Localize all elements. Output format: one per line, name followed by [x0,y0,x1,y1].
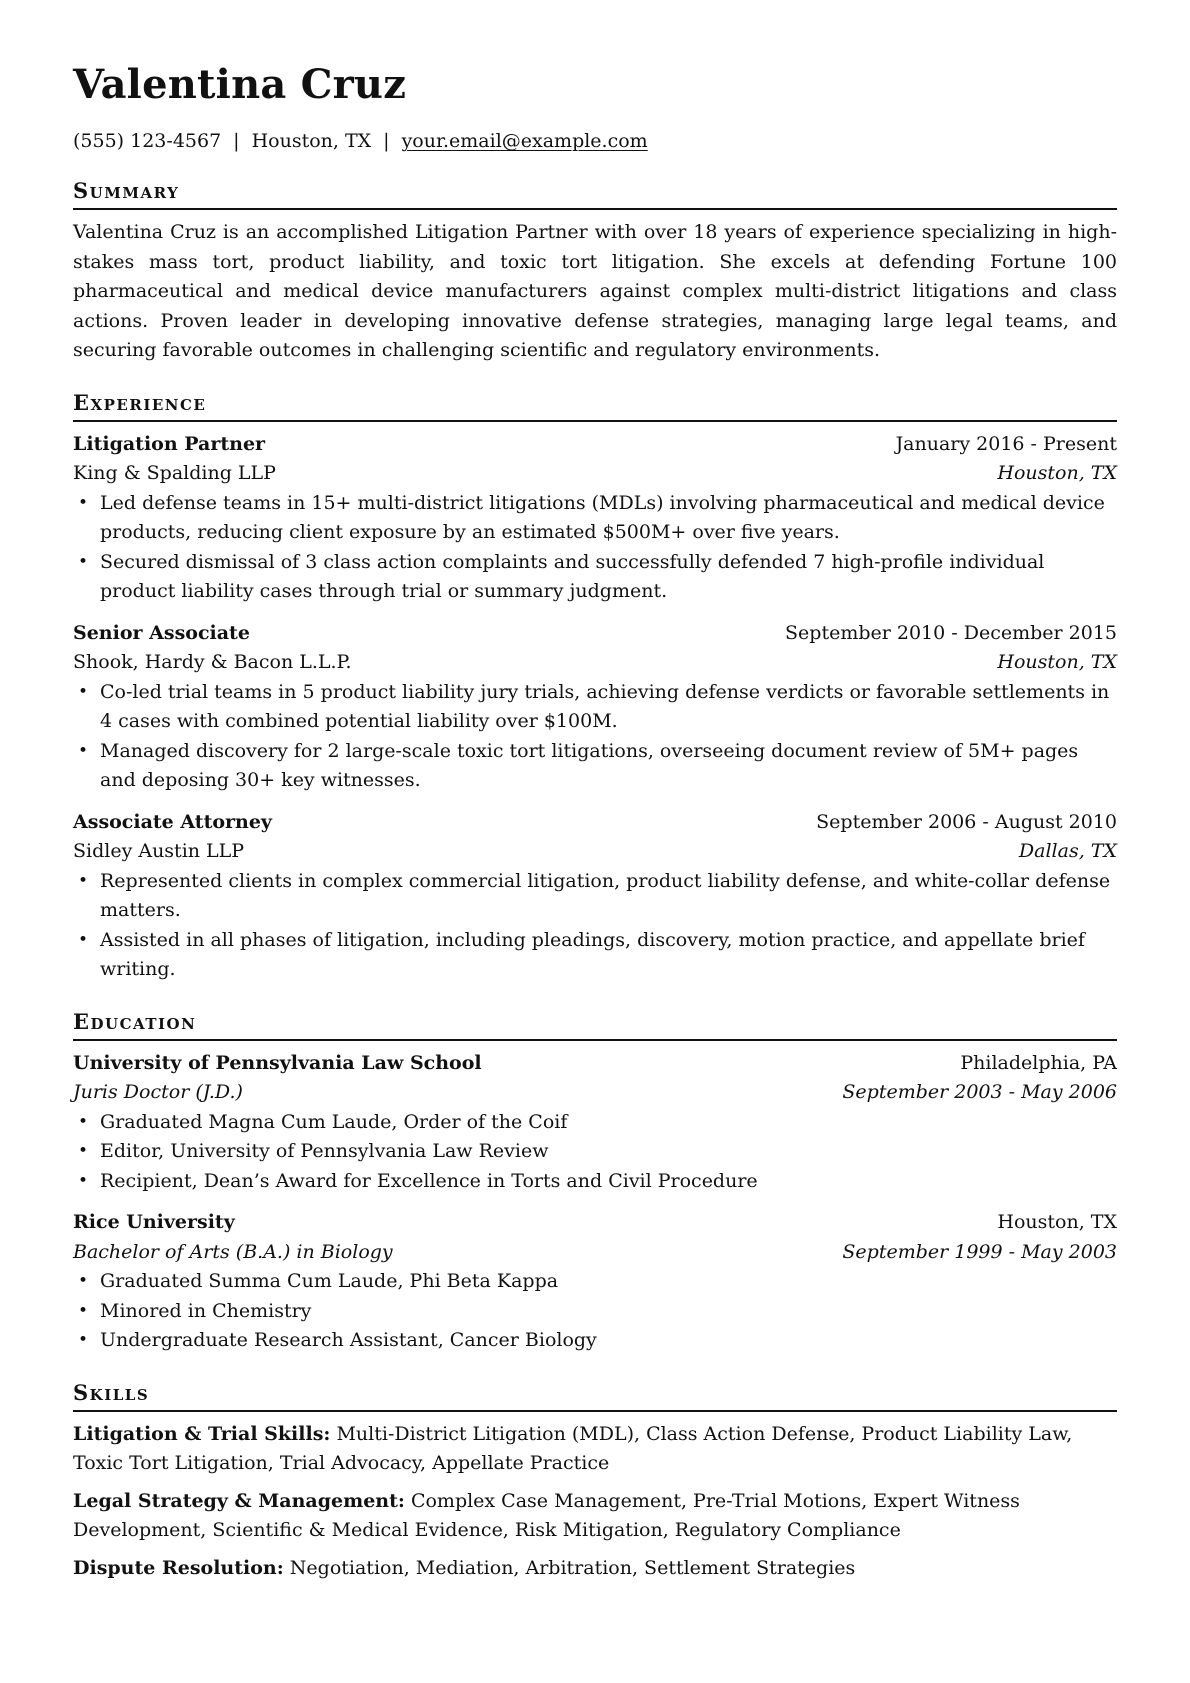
phone-number: (555) 123-4567 [73,130,222,152]
contact-separator: | [233,130,240,152]
job-title: Litigation Partner [73,432,266,455]
bullet-item: • Editor, University of Pennsylvania Law Review [73,1137,1117,1167]
skill-label: Legal Strategy & Management: [73,1489,405,1512]
bullet-item: • Secured dismissal of 3 class action complaints and successfully defended 7 high-profile individual product liability cases through trial or summary judgment. [73,548,1117,607]
experience-entry [73,619,1117,796]
job-title: Senior Associate [73,621,250,644]
school-name: University of Pennsylvania Law School [73,1051,482,1074]
email-link[interactable]: your.email@example.com [401,130,648,152]
job-location: Dallas, TX [1018,840,1117,862]
skill-label: Litigation & Trial Skills: [73,1422,331,1445]
education-bullets [73,1108,1117,1197]
contact-location: Houston, TX [251,130,372,152]
skill-label: Dispute Resolution: [73,1556,284,1579]
job-title: Associate Attorney [73,810,272,833]
summary-text: Valentina Cruz is an accomplished Litigation Partner with over 18 years of experience specializing in high-stakes mass tort, product liability, and toxic tort litigation. She excels at defending Fortune 100 pharmaceutical and medical device manufacturers against complex multi-district litigations and class actions. Proven leader in developing innovative defense strategies, managing large legal teams, and securing favorable outcomes in challenging scientific and regulatory environments. [73,221,1117,361]
skill-items: Multi-District Litigation (MDL), Class Action Defense, Product Liability Law, Toxic Tort Litigation, Trial Advocacy, Appellate Practice [73,1422,1073,1474]
bullet-item: • Graduated Magna Cum Laude, Order of the Coif [73,1108,1117,1138]
skill-group [73,1420,1117,1479]
experience-section [73,390,1117,985]
experience-entry [73,430,1117,607]
job-location: Houston, TX [997,651,1117,673]
section-title-education: Education [73,1009,1117,1041]
bullet-item: • Managed discovery for 2 large-scale toxic tort litigations, overseeing document review of 5M+ pages and deposing 30+ key witnesses. [73,737,1117,796]
bullet-item: • Assisted in all phases of litigation, including pleadings, discovery, motion practice, and appellate brief writing. [73,926,1117,985]
skills-section [73,1380,1117,1584]
degree-name: Juris Doctor (J.D.) [73,1081,243,1103]
school-location: Philadelphia, PA [960,1051,1117,1074]
candidate-name: Valentina Cruz [73,61,407,108]
bullet-item: • Graduated Summa Cum Laude, Phi Beta Kappa [73,1267,1117,1297]
section-title-summary: Summary [73,178,1117,210]
section-title-skills: Skills [73,1380,1117,1412]
job-dates: September 2006 - August 2010 [816,810,1117,833]
bullet-item: • Co-led trial teams in 5 product liability jury trials, achieving defense verdicts or favorable settlements in 4 cases with combined potential liability over $100M. [73,678,1117,737]
bullet-item: • Led defense teams in 15+ multi-district litigations (MDLs) involving pharmaceutical and medical device products, reducing client exposure by an estimated $500M+ over five years. [73,489,1117,548]
education-bullets [73,1267,1117,1356]
job-bullets [73,678,1117,796]
job-dates: September 2010 - December 2015 [785,621,1117,644]
company-name: Shook, Hardy & Bacon L.L.P. [73,651,352,673]
education-entry [73,1049,1117,1197]
school-name: Rice University [73,1211,235,1233]
education-dates: September 1999 - May 2003 [842,1240,1117,1263]
degree-name: Bachelor of Arts (B.A.) in Biology [73,1240,393,1263]
section-title-experience: Experience [73,390,1117,422]
skill-group [73,1554,1117,1584]
skill-items: Negotiation, Mediation, Arbitration, Settlement Strategies [289,1556,856,1579]
bullet-item: • Undergraduate Research Assistant, Cancer Biology [73,1326,1117,1356]
school-location: Houston, TX [997,1211,1117,1233]
skill-items: Complex Case Management, Pre-Trial Motions, Expert Witness Development, Scientific & Medical Evidence, Risk Mitigation, Regulatory Compliance [73,1489,1020,1541]
company-name: King & Spalding LLP [73,462,276,484]
education-section [73,1009,1117,1356]
contact-line [73,128,1117,154]
experience-entry [73,808,1117,985]
company-name: Sidley Austin LLP [73,840,245,862]
job-dates: January 2016 - Present [895,432,1117,455]
bullet-item: • Recipient, Dean’s Award for Excellence in Torts and Civil Procedure [73,1167,1117,1197]
bullet-item: • Minored in Chemistry [73,1297,1117,1327]
job-bullets [73,489,1117,607]
summary-section [73,178,1117,366]
contact-separator: | [383,130,390,152]
education-dates: September 2003 - May 2006 [842,1081,1117,1103]
job-bullets [73,867,1117,985]
resume-header [73,62,1117,154]
job-location: Houston, TX [997,462,1117,484]
skill-group [73,1487,1117,1546]
bullet-item: • Represented clients in complex commercial litigation, product liability defense, and white-collar defense matters. [73,867,1117,926]
education-entry [73,1208,1117,1356]
